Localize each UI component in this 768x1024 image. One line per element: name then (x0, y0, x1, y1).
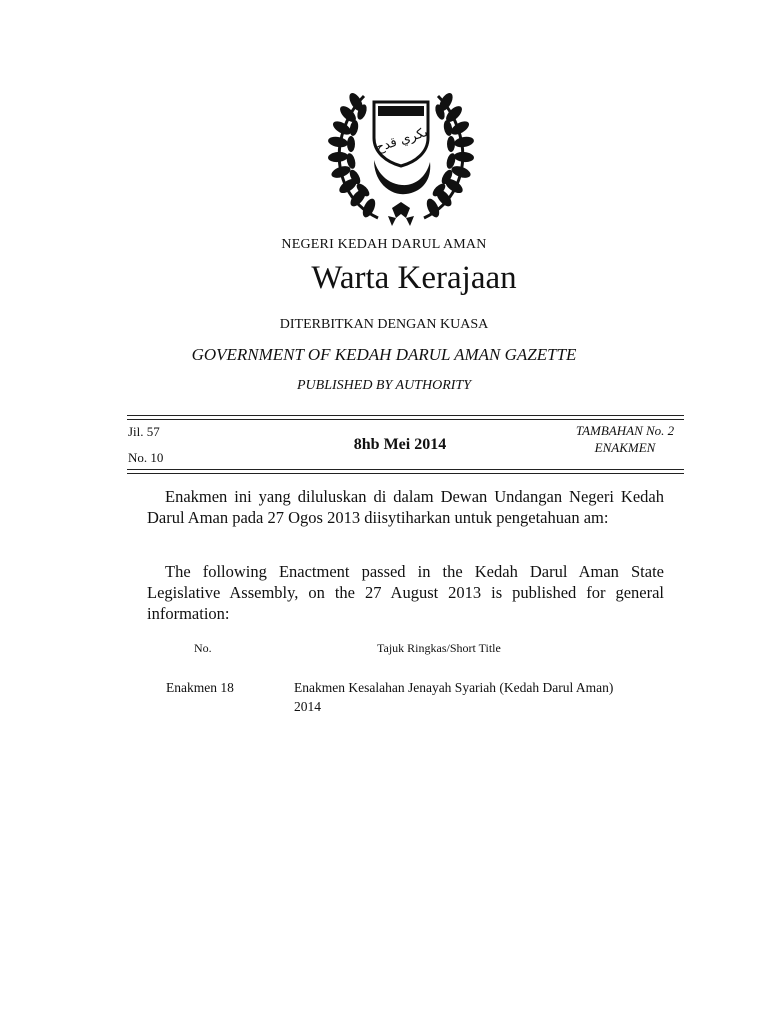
table-row-number: Enakmen 18 (166, 680, 234, 695)
published-malay: DITERBITKAN DENGAN KUASA (279, 317, 489, 332)
volume-label: Jil. 57 (128, 424, 160, 439)
gazette-title: Warta Kerajaan (311, 260, 517, 296)
category-label: ENAKMEN (594, 440, 656, 455)
gazette-english-title: GOVERNMENT OF KEDAH DARUL AMAN GAZETTE (191, 345, 577, 364)
paragraph-malay-text: Enakmen ini yang diluluskan di dalam Dewan Undangan Negeri Kedah Darul Aman pada 27 Ogos 2013 diisytiharkan untuk pengetahuan am: (147, 487, 664, 527)
bottom-divider (127, 469, 684, 470)
paragraph-english (147, 561, 664, 624)
top-divider (127, 415, 684, 416)
table-header-no: No. (194, 641, 212, 655)
issue-date: 8hb Mei 2014 (353, 436, 447, 453)
kedah-coat-of-arms-emblem (326, 86, 476, 232)
table-row-title: Enakmen Kesalahan Jenayah Syariah (Kedah Darul Aman) (294, 680, 614, 695)
paragraph-malay (147, 486, 664, 528)
bottom-divider-secondary (127, 473, 684, 474)
supplement-label: TAMBAHAN No. 2 (575, 423, 675, 438)
state-name: NEGERI KEDAH DARUL AMAN (281, 237, 487, 252)
issue-number: No. 10 (128, 450, 164, 465)
paragraph-english-text: The following Enactment passed in the Kedah Darul Aman State Legislative Assembly, on the 27 August 2013 is published for general information: (147, 562, 664, 623)
crest-inscription: بکري قدح (373, 124, 430, 156)
table-header-title: Tajuk Ringkas/Short Title (377, 641, 501, 655)
top-divider-secondary (127, 419, 684, 420)
table-row-title-continued: 2014 (294, 699, 321, 714)
published-english: PUBLISHED BY AUTHORITY (297, 378, 471, 393)
